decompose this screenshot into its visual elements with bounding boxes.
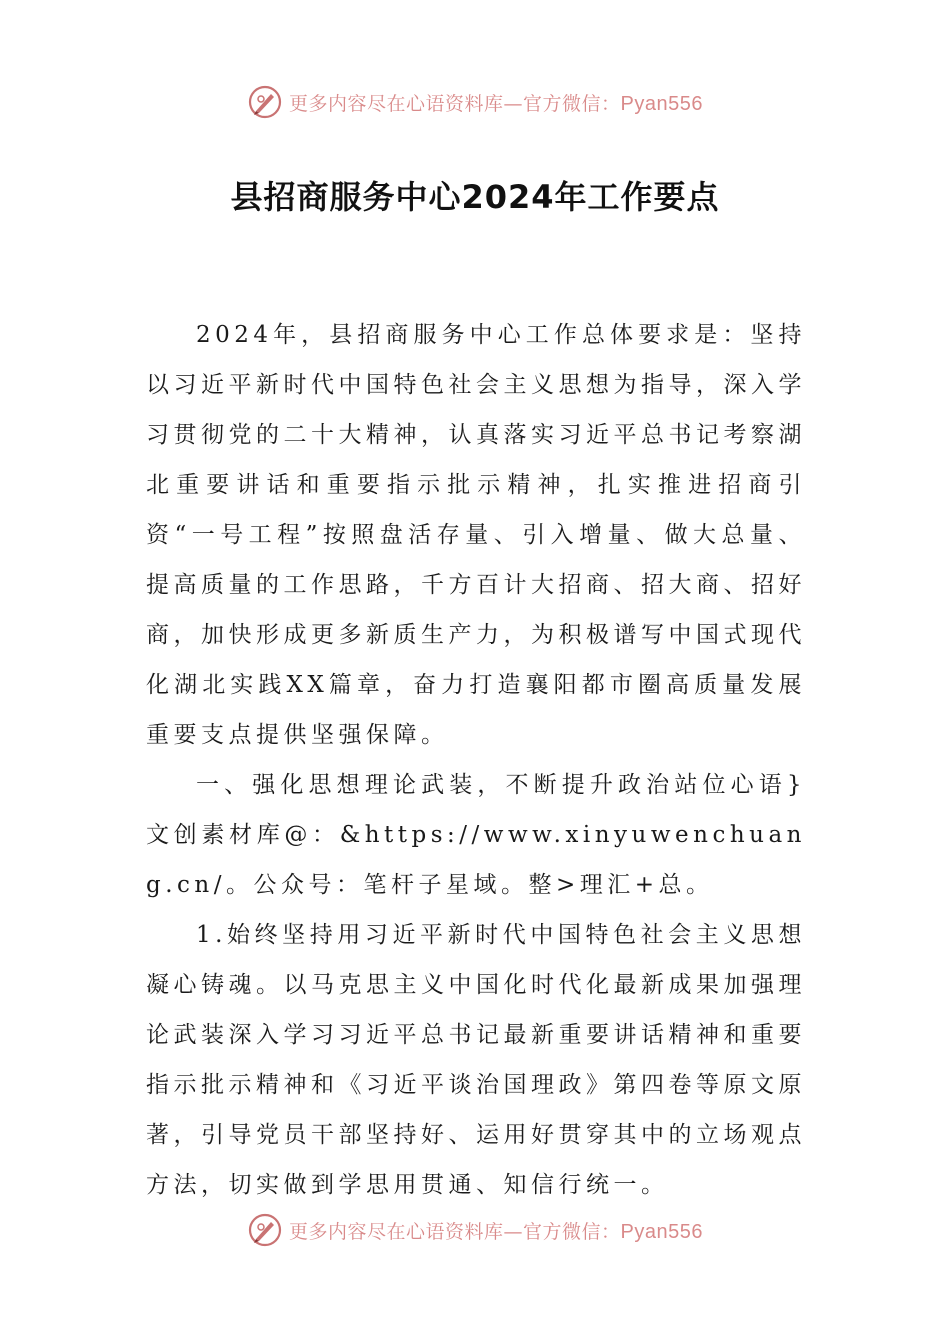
- pen-circle-logo-icon: [247, 1212, 283, 1248]
- wechat-id: Pyan556: [620, 92, 703, 115]
- paragraph-intro: 2024年，县招商服务中心工作总体要求是：坚持以习近平新时代中国特色社会主义思想为指导，深入学习贯彻党的二十大精神，认真落实习近平总书记考察湖北重要讲话和重要指示批示精神，扎实推进招商引资“一号工程”按照盘活存量、引入增量、做大总量、提高质量的工作思路，千方百计大招商、招大商、招好商，加快形成更多新质生产力，为积极谱写中国式现代化湖北实践XX篇章，奋力打造襄阳都市圈高质量发展重要支点提供坚强保障。: [146, 322, 806, 748]
- wechat-id: Pyan556: [620, 1220, 703, 1243]
- paragraph-item-1: 1.始终坚持用习近平新时代中国特色社会主义思想凝心铸魂。以马克思主义中国化时代化最新成果加强理论武装深入学习习近平总书记最新重要讲话精神和重要指示批示精神和《习近平谈治国理政》第四卷等原文原著，引导党员干部坚持好、运用好贯穿其中的立场观点方法，切实做到学思用贯通、知信行统一。: [146, 922, 806, 1198]
- footer-banner: [0, 1212, 950, 1248]
- header-banner: [0, 84, 950, 120]
- banner-text: 更多内容尽在心语资料库—官方微信：Pyan556: [289, 1220, 703, 1243]
- pen-circle-logo-icon: [247, 84, 283, 120]
- document-title: 县招商服务中心2024年工作要点: [230, 178, 720, 216]
- document-body: [146, 310, 806, 1210]
- banner-text: 更多内容尽在心语资料库—官方微信：Pyan556: [289, 92, 703, 115]
- paragraph-section-heading: 一、强化思想理论武装，不断提升政治站位心语}文创素材库@：&https://www.xinyuwenchuang.cn/。公众号：笔杆子星域。整>理汇+总。: [146, 772, 806, 898]
